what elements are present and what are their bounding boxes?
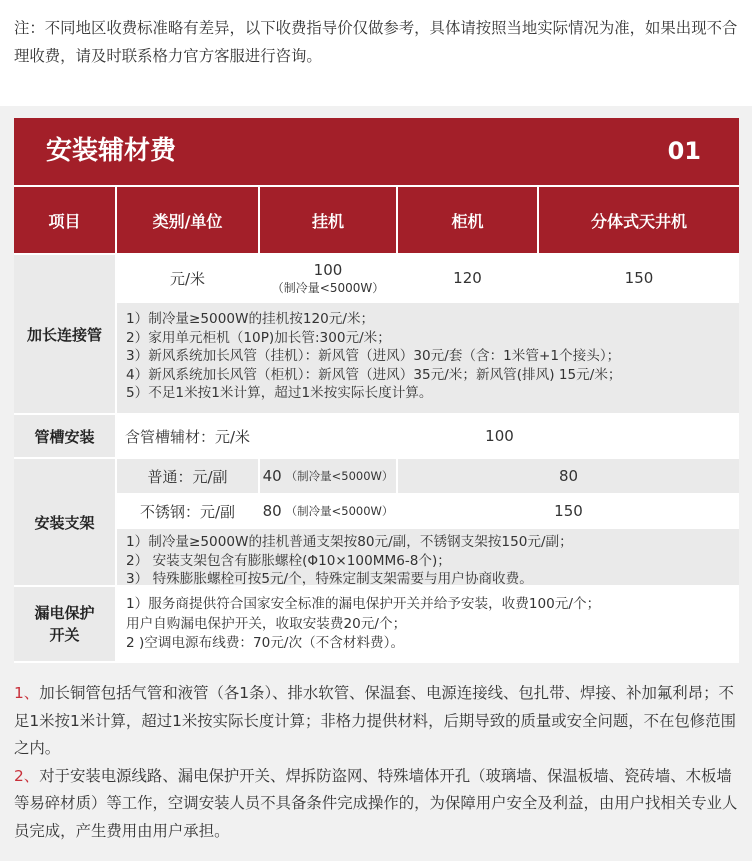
bracket-notes <box>117 529 739 585</box>
extension-pipe-note: 2）家用单元柜机（10P)加长管:300元/米； <box>126 329 391 346</box>
leakage-note: 用户自购漏电保护开关，收取安装费20元/个； <box>126 615 407 632</box>
bracket-note: 3） 特殊膨胀螺栓可按5元/个，特殊定制支架需要与用户协商收费。 <box>126 571 533 587</box>
fee-table-card <box>14 118 739 663</box>
row-label-extension-pipe: 加长连接管 <box>14 255 115 413</box>
trunking-unit: 含管槽辅材：元/米 <box>117 415 258 457</box>
header-item: 项目 <box>14 187 115 253</box>
header-ceiling-unit: 分体式天井机 <box>539 187 739 253</box>
bracket-steel-wall-note: （制冷量<5000W） <box>285 504 394 518</box>
bracket-note: 1）制冷量≥5000W的挂机普通支架按80元/副，不锈钢支架按150元/副； <box>126 534 573 550</box>
title-bar <box>14 118 739 185</box>
header-category-unit: 类别/单位 <box>117 187 258 253</box>
extension-pipe-wall-price <box>260 255 396 301</box>
header-wall-unit: 挂机 <box>260 187 396 253</box>
extension-pipe-note: 5）不足1米按1米计算，超过1米按实际长度计算。 <box>126 385 433 401</box>
bracket-steel-wall-value: 80 <box>262 502 282 520</box>
extension-pipe-ceiling-price: 150 <box>539 255 739 301</box>
bracket-normal-wall-value: 40 <box>262 467 282 485</box>
note-text: 对于安装电源线路、漏电保护开关、焊拆防盗网、特殊墙体开孔（玻璃墙、保温板墙、瓷砖墙、木板墙等易碎材质）等工作，空调安装人员不具备条件完成操作的，为保障用户安全及利益，由用户找相关专业人员完成，产生费用由用户承担。 <box>14 766 738 840</box>
note-text: 加长铜管包括气管和液管（各1条）、排水软管、保温套、电源连接线、包扎带、焊接、补加氟利昂；不足1米按1米计算，超过1米按实际长度计算；非格力提供材料，后期导致的质量或安全问题，不在包修范围之内。 <box>14 684 736 758</box>
bottom-notes <box>14 680 742 846</box>
note-number: 2、 <box>14 766 40 785</box>
trunking-price: 100 <box>260 415 739 457</box>
row-label-bracket: 安装支架 <box>14 459 115 585</box>
leakage-notes <box>117 587 739 661</box>
pricing-disclaimer: 注：不同地区收费标准略有差异，以下收费指导价仅做参考，具体请按照当地实际情况为准，如果出现不合理收费，请及时联系格力官方客服进行咨询。 <box>14 19 738 65</box>
bracket-normal-unit: 普通：元/副 <box>117 459 258 493</box>
extension-pipe-wall-note: （制冷量<5000W） <box>271 280 385 295</box>
bracket-normal-wall-note: （制冷量<5000W） <box>285 469 394 483</box>
extension-pipe-unit: 元/米 <box>117 255 258 301</box>
bracket-normal-other-price: 80 <box>398 459 739 493</box>
bracket-steel-unit: 不锈钢：元/副 <box>117 495 258 527</box>
extension-pipe-wall-value: 100 <box>313 260 343 279</box>
extension-pipe-note: 4）新风系统加长风管（柜机）：新风管（进风）35元/米；新风管(排风) 15元/米； <box>126 366 622 383</box>
extension-pipe-note: 1）制冷量≥5000W的挂机按120元/米； <box>126 311 375 327</box>
bottom-note-1 <box>14 680 742 763</box>
row-label-leakage-switch <box>14 587 115 661</box>
bracket-normal-wall-price <box>260 459 396 493</box>
leakage-label-line: 漏电保护 <box>34 604 95 622</box>
leakage-note: 1）服务商提供符合国家安全标准的漏电保护开关并给予安装，收费100元/个； <box>126 596 601 612</box>
bracket-steel-other-price: 150 <box>398 495 739 527</box>
card-number: 01 <box>667 137 701 165</box>
row-label-trunking: 管槽安装 <box>14 415 115 457</box>
bottom-note-2 <box>14 763 742 846</box>
header-cabinet-unit: 柜机 <box>398 187 537 253</box>
leakage-label-line: 开关 <box>49 626 80 644</box>
extension-pipe-notes <box>117 303 739 413</box>
extension-pipe-cabinet-price: 120 <box>398 255 537 301</box>
note-number: 1、 <box>14 684 40 702</box>
bracket-note: 2） 安装支架包含有膨胀螺栓(Φ10×100MM6-8个)； <box>126 552 451 569</box>
leakage-note: 2 )空调电源布线费：70元/次（不含材料费）。 <box>126 635 405 651</box>
bracket-steel-wall-price <box>260 495 396 527</box>
extension-pipe-note: 3）新风系统加长风管（挂机）：新风管（进风）30元/套（含：1米管+1个接头）； <box>126 348 621 364</box>
card-title: 安装辅材费 <box>46 136 177 166</box>
